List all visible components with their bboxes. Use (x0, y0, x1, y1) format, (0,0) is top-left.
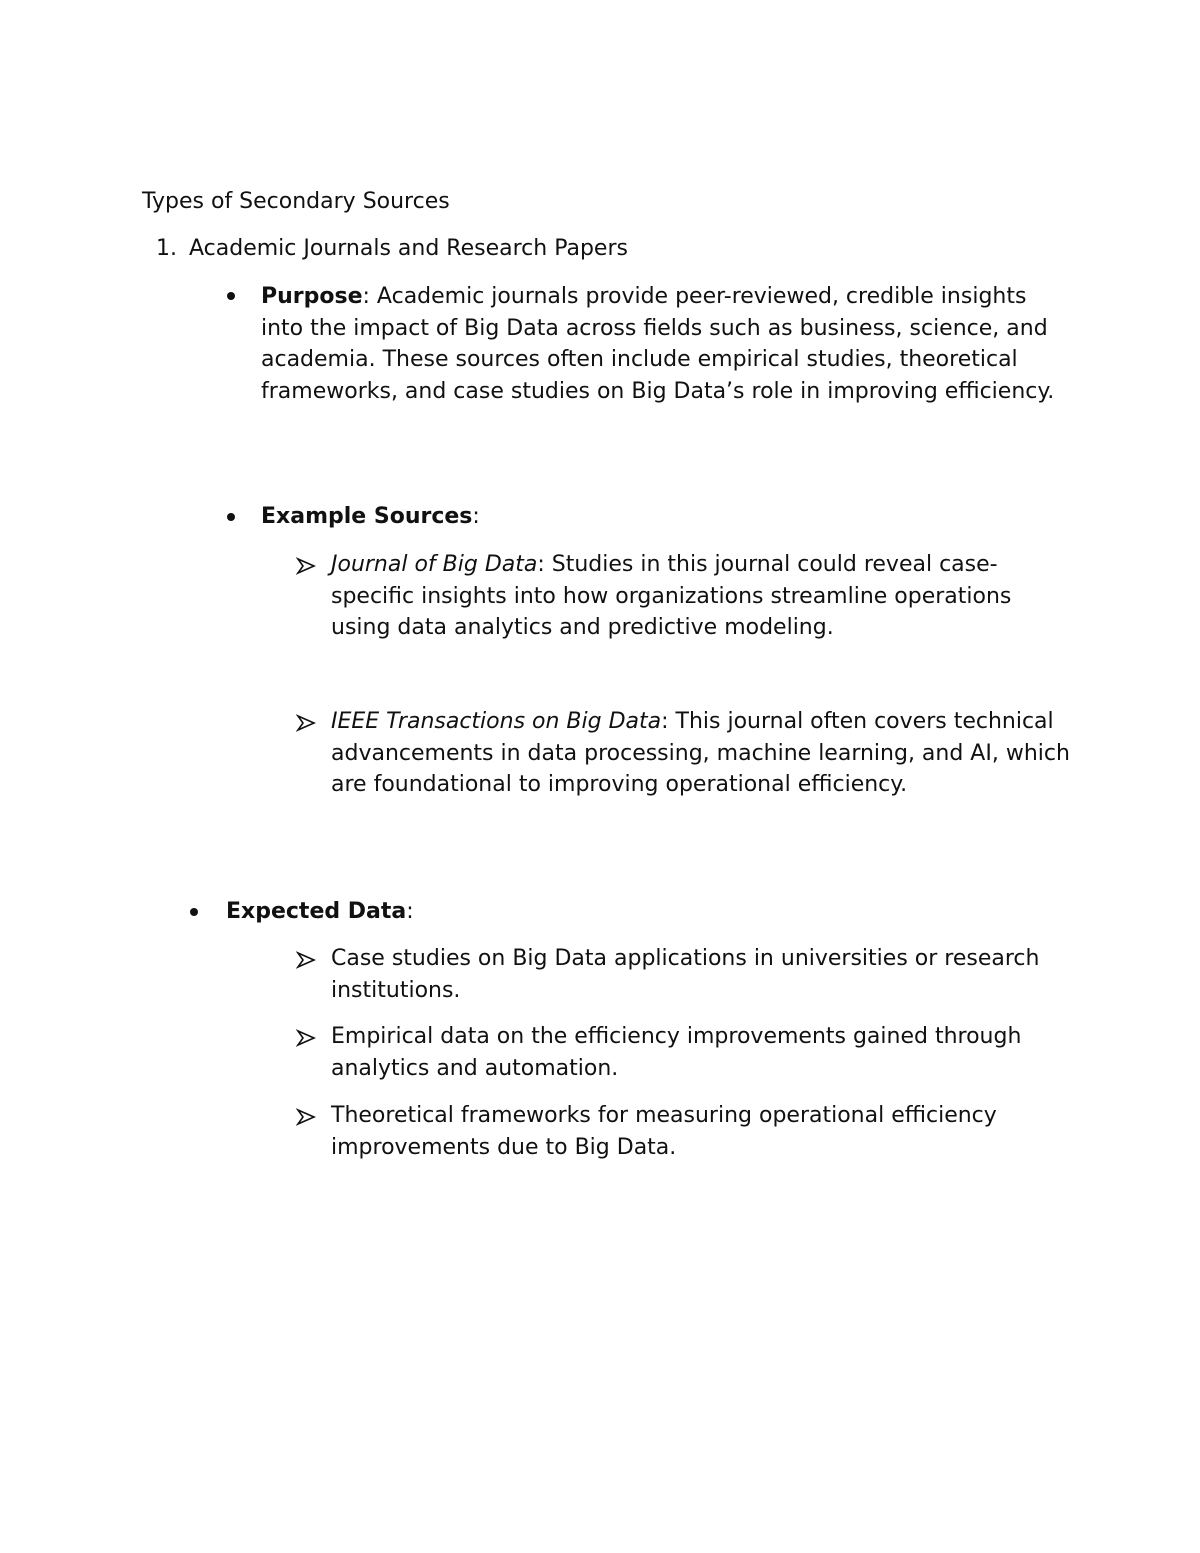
expected-data-item: Case studies on Big Data applications in universities or research institutions. (331, 946, 1040, 1003)
purpose-text: Academic journals provide peer-reviewed, credible insights into the impact of Big Data across fields such as business, science, and academia. These sources often include empirical studies, theoretical frameworks, and case studies on Big Data’s role in improving efficiency. (261, 284, 1055, 404)
document-title: Types of Secondary Sources (142, 189, 450, 214)
purpose-paragraph (261, 281, 1071, 407)
bullet-icon (227, 513, 235, 521)
arrowhead-bullet-icon (296, 1029, 316, 1047)
expected-data-item: Empirical data on the efficiency improvements gained through analytics and automation. (331, 1024, 1022, 1081)
source-description: : Studies in this journal could reveal case-specific insights into how organizations streamline operations using data analytics and predictive modeling. (331, 552, 1012, 640)
example-sources-separator: : (472, 504, 480, 529)
source-name: IEEE Transactions on Big Data (331, 709, 662, 734)
expected-data-label: Expected Data (226, 899, 407, 924)
arrowhead-bullet-icon (296, 714, 316, 732)
section-heading: Academic Journals and Research Papers (189, 236, 628, 261)
source-description: : This journal often covers technical advancements in data processing, machine learning, and AI, which are foundational to improving operational efficiency. (331, 709, 1070, 797)
arrowhead-bullet-icon (296, 557, 316, 575)
arrowhead-bullet-icon (296, 1108, 316, 1126)
example-source-item (331, 706, 1071, 801)
example-sources-heading (261, 501, 480, 533)
expected-data-item: Theoretical frameworks for measuring operational efficiency improvements due to Big Data. (331, 1103, 997, 1160)
expected-data-separator: : (406, 899, 414, 924)
purpose-label: Purpose (261, 284, 363, 309)
example-source-item (331, 549, 1071, 644)
source-name: Journal of Big Data (331, 552, 538, 577)
example-sources-label: Example Sources (261, 504, 473, 529)
section-number: 1. (156, 236, 177, 261)
purpose-separator: : (362, 284, 370, 309)
expected-data-heading (226, 896, 414, 928)
arrowhead-bullet-icon (296, 951, 316, 969)
bullet-icon (227, 292, 235, 300)
bullet-icon (190, 908, 198, 916)
